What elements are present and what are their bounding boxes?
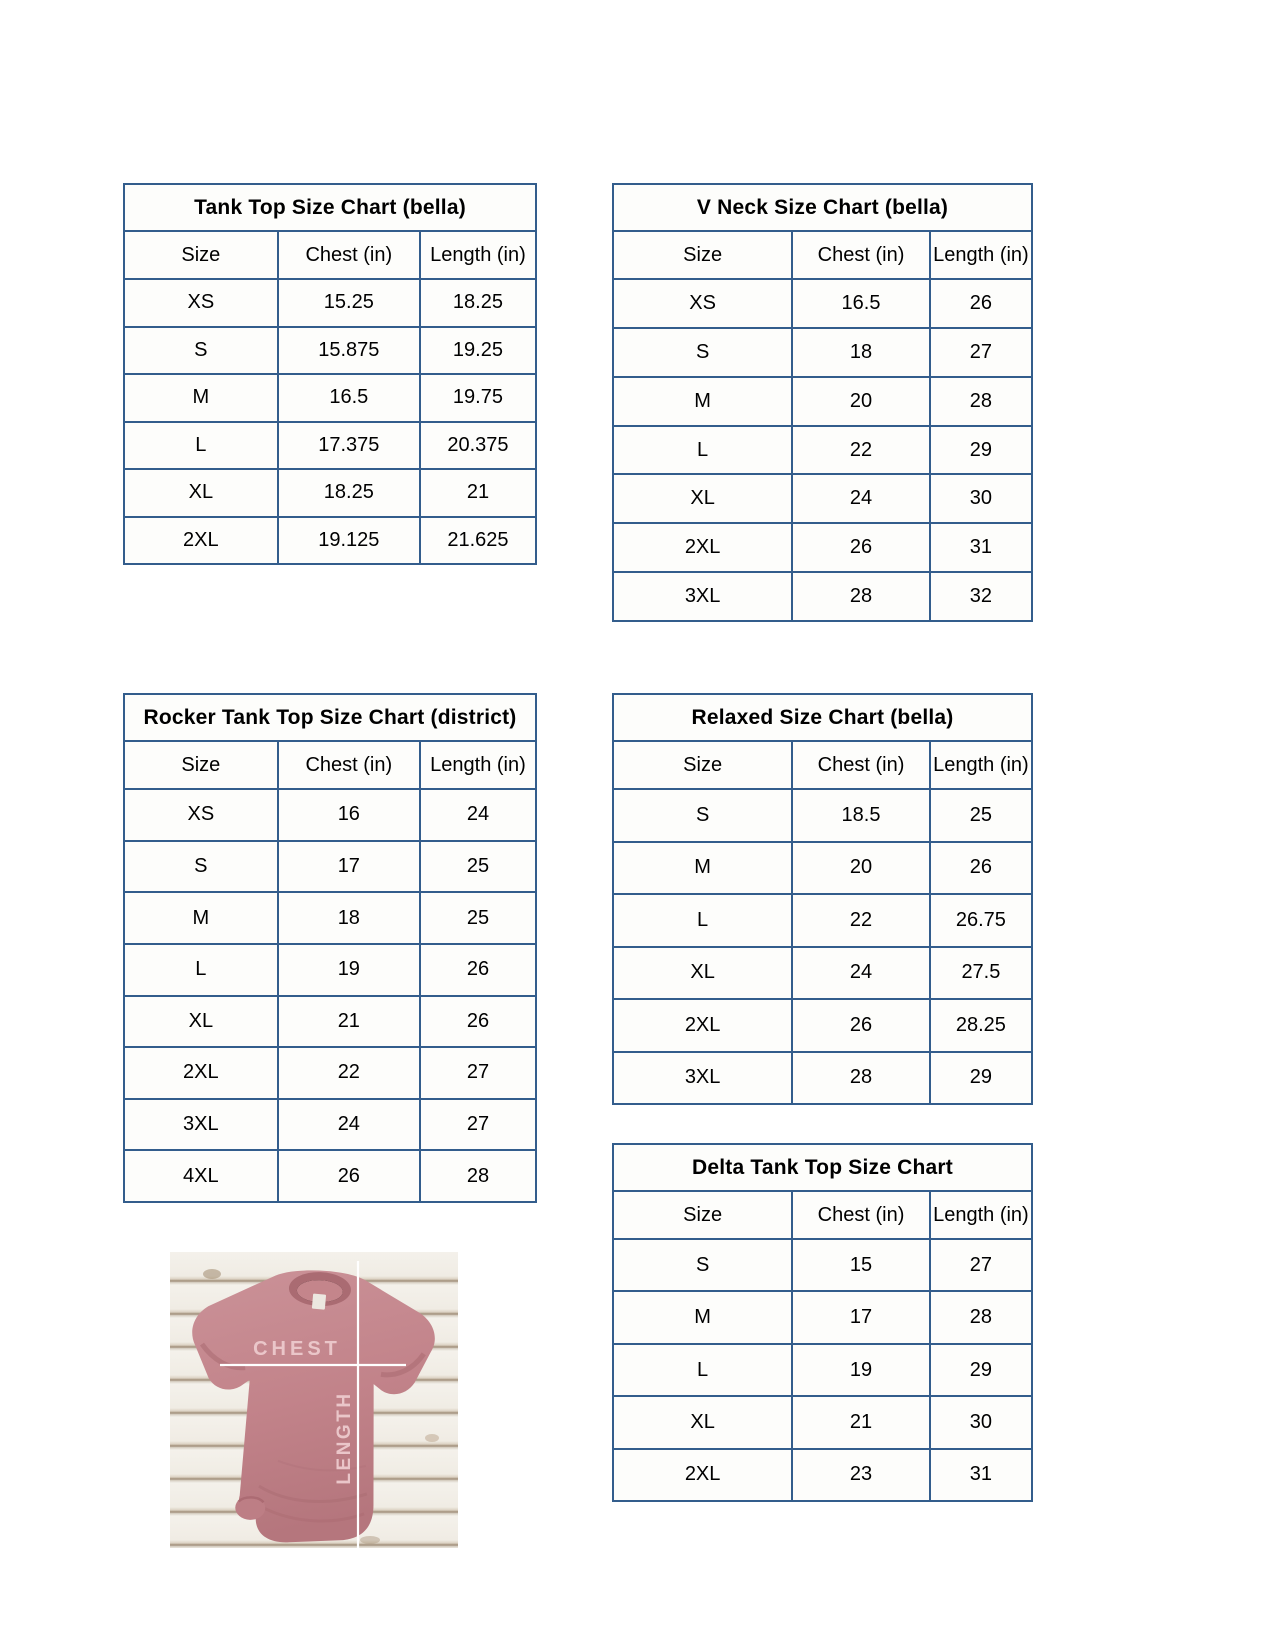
table-row: [614, 473, 1031, 522]
table-cell: M: [694, 1306, 711, 1329]
table-cell: 27.5: [929, 948, 1031, 999]
table-cell: 25: [929, 790, 1031, 841]
table-row: [614, 376, 1031, 425]
table-cell: 28: [791, 573, 929, 620]
table-cell: 27: [419, 1100, 535, 1150]
table-cell: 3XL: [183, 1113, 219, 1136]
chest-label: CHEST: [253, 1338, 341, 1360]
table-cell: 18.25: [419, 280, 535, 326]
table-cell: Length (in): [419, 742, 535, 788]
table-cell: Chest (in): [791, 1192, 929, 1238]
table-row: [614, 946, 1031, 999]
table-cell: 30: [929, 1397, 1031, 1447]
table-relaxed-size-chart: [612, 693, 1033, 1105]
tshirt-measurement-photo: [170, 1252, 458, 1548]
table-cell: 2XL: [183, 1061, 219, 1084]
table-header-row: [125, 230, 535, 278]
table-row: [125, 468, 535, 516]
table-cell: Size: [683, 753, 723, 776]
table-cell: 27: [929, 329, 1031, 376]
table-delta-tank-top-size-chart: [612, 1143, 1033, 1502]
table-row: [614, 425, 1031, 474]
table-row: [125, 1098, 535, 1150]
table-cell: 21: [791, 1397, 929, 1447]
table-cell: 28: [929, 1292, 1031, 1342]
table-tank-top-size-chart: [123, 183, 537, 565]
table-cell: M: [192, 386, 210, 409]
table-cell: XL: [690, 1410, 715, 1433]
table-row: [614, 1051, 1031, 1104]
table-cell: S: [695, 803, 710, 826]
table-cell: 26: [419, 997, 535, 1047]
table-cell: 22: [277, 1048, 419, 1098]
table-cell: L: [697, 908, 709, 931]
table-cell: 28: [419, 1151, 535, 1201]
table-cell: 21: [419, 470, 535, 516]
table-cell: 16: [277, 790, 419, 840]
table-cell: Length (in): [929, 1192, 1031, 1238]
table-cell: 2XL: [684, 1013, 721, 1036]
wood-knot: [203, 1269, 221, 1279]
table-row: [614, 278, 1031, 327]
table-row: [614, 1395, 1031, 1447]
table-cell: XS: [187, 803, 215, 826]
tank-top-size-chart-title: Tank Top Size Chart (bella): [194, 195, 466, 219]
table-cell: 15: [791, 1240, 929, 1290]
table-cell: 15.875: [277, 328, 419, 374]
table-row: [614, 998, 1031, 1051]
table-cell: 28: [929, 378, 1031, 425]
table-row: [125, 278, 535, 326]
table-cell: Length (in): [419, 232, 535, 278]
table-cell: L: [195, 958, 207, 981]
table-row: [614, 841, 1031, 894]
table-cell: XL: [690, 487, 715, 510]
table-cell: 17.375: [277, 423, 419, 469]
table-row: [125, 891, 535, 943]
table-cell: 19.125: [277, 518, 419, 564]
table-cell: 26: [929, 843, 1031, 894]
table-cell: 29: [929, 427, 1031, 474]
table-cell: 17: [277, 842, 419, 892]
table-v-neck-size-chart: [612, 183, 1033, 622]
table-row: [125, 1046, 535, 1098]
table-row: [125, 788, 535, 840]
table-cell: 21.625: [419, 518, 535, 564]
table-cell: M: [694, 856, 711, 879]
table-cell: 28: [791, 1053, 929, 1104]
table-cell: Chest (in): [791, 742, 929, 788]
table-cell: 27: [419, 1048, 535, 1098]
table-cell: S: [194, 338, 208, 361]
table-cell: 31: [929, 524, 1031, 571]
shirt-neck-label: [312, 1294, 326, 1310]
table-row: [125, 421, 535, 469]
table-cell: L: [697, 438, 709, 461]
table-cell: 16.5: [277, 375, 419, 421]
table-row: [614, 893, 1031, 946]
table-row: [614, 522, 1031, 571]
relaxed-size-chart-title: Relaxed Size Chart (bella): [691, 705, 954, 729]
table-cell: M: [192, 906, 210, 929]
table-cell: Size: [683, 243, 723, 266]
table-row: [125, 1149, 535, 1201]
table-cell: Chest (in): [277, 232, 419, 278]
table-cell: Chest (in): [277, 742, 419, 788]
table-cell: 26: [791, 1000, 929, 1051]
table-row: [125, 943, 535, 995]
table-cell: L: [195, 433, 207, 456]
table-cell: Size: [181, 243, 221, 266]
table-cell: 29: [929, 1345, 1031, 1395]
table-cell: L: [697, 1358, 709, 1381]
table-cell: XS: [187, 291, 215, 314]
table-cell: Size: [181, 753, 221, 776]
table-cell: 17: [791, 1292, 929, 1342]
table-cell: 2XL: [183, 528, 219, 551]
v-neck-size-chart-title: V Neck Size Chart (bella): [696, 195, 949, 219]
table-cell: 19.25: [419, 328, 535, 374]
tshirt-graphic: [170, 1252, 458, 1548]
table-cell: 20: [791, 378, 929, 425]
tshirt-shape: [185, 1266, 437, 1547]
wood-knot: [360, 1536, 380, 1544]
table-cell: 4XL: [183, 1164, 219, 1187]
table-cell: 24: [419, 790, 535, 840]
table-cell: 30: [929, 475, 1031, 522]
table-header-row: [614, 230, 1031, 278]
table-cell: 26: [791, 524, 929, 571]
table-cell: 2XL: [684, 1463, 721, 1486]
table-cell: 32: [929, 573, 1031, 620]
table-cell: S: [695, 1253, 710, 1276]
table-cell: 26: [929, 280, 1031, 327]
table-row: [125, 840, 535, 892]
table-row: [614, 788, 1031, 841]
length-label: LENGTH: [334, 1391, 355, 1485]
table-cell: XL: [690, 961, 715, 984]
table-cell: 3XL: [684, 585, 721, 608]
table-row: [614, 1238, 1031, 1290]
table-header-row: [614, 1190, 1031, 1238]
table-cell: 20.375: [419, 423, 535, 469]
table-cell: XL: [188, 1009, 214, 1032]
table-cell: Size: [683, 1203, 723, 1226]
table-rocker-tank-top-size-chart: [123, 693, 537, 1203]
table-cell: S: [194, 854, 208, 877]
table-cell: 31: [929, 1450, 1031, 1500]
table-cell: Length (in): [929, 742, 1031, 788]
table-cell: 21: [277, 997, 419, 1047]
table-cell: 22: [791, 427, 929, 474]
table-row: [125, 373, 535, 421]
table-cell: 28.25: [929, 1000, 1031, 1051]
table-cell: 27: [929, 1240, 1031, 1290]
table-header-row: [125, 740, 535, 788]
table-cell: XL: [188, 481, 214, 504]
table-cell: XS: [689, 291, 716, 314]
table-row: [125, 995, 535, 1047]
table-cell: 20: [791, 843, 929, 894]
table-cell: 23: [791, 1450, 929, 1500]
table-row: [614, 1343, 1031, 1395]
table-cell: 19.75: [419, 375, 535, 421]
table-cell: 26: [277, 1151, 419, 1201]
table-cell: 26: [419, 945, 535, 995]
table-cell: 18.25: [277, 470, 419, 516]
table-row: [125, 326, 535, 374]
table-cell: 24: [791, 948, 929, 999]
table-cell: 2XL: [684, 536, 721, 559]
table-cell: 25: [419, 893, 535, 943]
table-row: [614, 571, 1031, 620]
table-cell: 19: [791, 1345, 929, 1395]
table-header-row: [614, 740, 1031, 788]
delta-tank-top-size-chart-title: Delta Tank Top Size Chart: [692, 1155, 953, 1179]
table-cell: 22: [791, 895, 929, 946]
table-cell: 24: [791, 475, 929, 522]
table-cell: Chest (in): [791, 232, 929, 278]
table-cell: 26.75: [929, 895, 1031, 946]
table-cell: 24: [277, 1100, 419, 1150]
table-row: [614, 327, 1031, 376]
table-cell: 16.5: [791, 280, 929, 327]
table-row: [614, 1290, 1031, 1342]
table-row: [614, 1448, 1031, 1500]
table-cell: 15.25: [277, 280, 419, 326]
table-cell: S: [695, 340, 710, 363]
rocker-tank-top-size-chart-title: Rocker Tank Top Size Chart (district): [143, 705, 517, 729]
table-cell: 19: [277, 945, 419, 995]
table-row: [125, 516, 535, 564]
table-cell: M: [694, 389, 711, 412]
wood-knot: [425, 1434, 439, 1442]
table-cell: 3XL: [684, 1066, 721, 1089]
table-cell: 18.5: [791, 790, 929, 841]
table-cell: 18: [277, 893, 419, 943]
table-cell: 29: [929, 1053, 1031, 1104]
table-cell: Length (in): [929, 232, 1031, 278]
table-cell: 18: [791, 329, 929, 376]
table-cell: 25: [419, 842, 535, 892]
